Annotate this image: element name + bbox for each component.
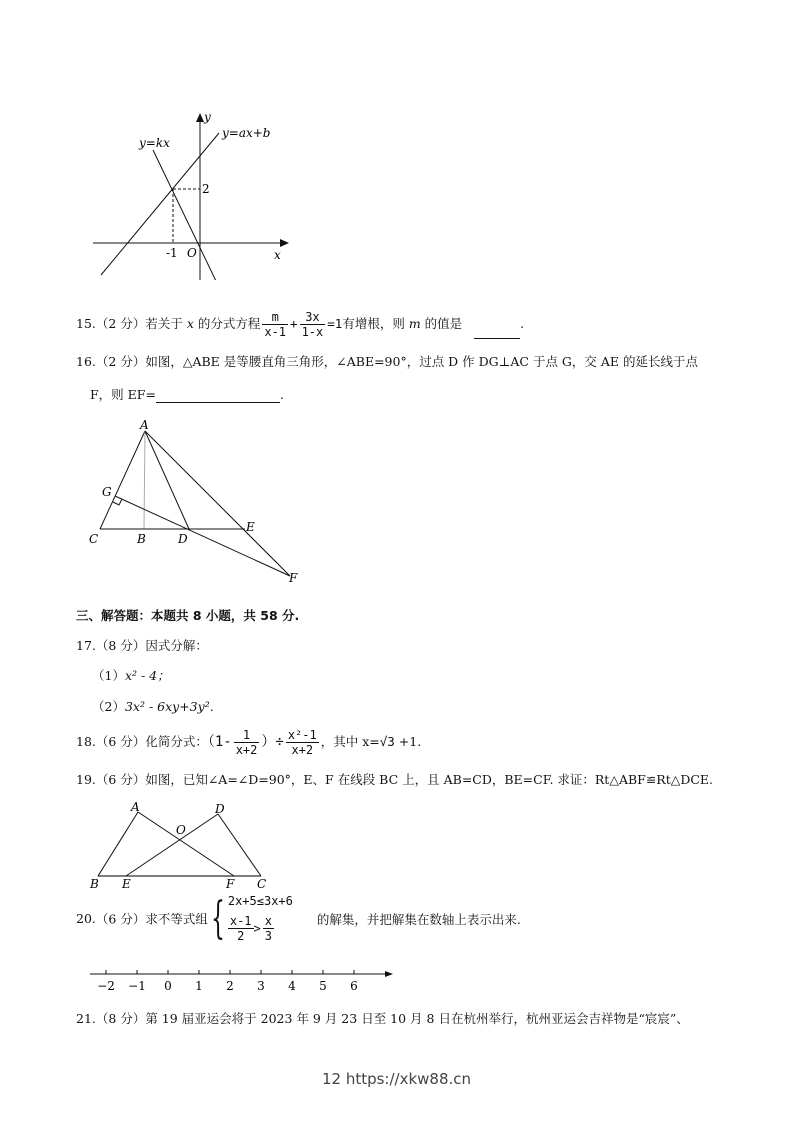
vertex-label: C: [257, 877, 267, 891]
q18-text: 化简分式：: [145, 734, 208, 749]
numerator: x²-1: [287, 728, 317, 742]
question-score: （6 分）: [95, 772, 146, 787]
question-17-part1: [92, 666, 170, 684]
q18-text: +1.: [394, 734, 422, 749]
tick-label: 4: [288, 979, 296, 993]
part-expression: x² - 4；: [124, 668, 170, 683]
vertex-label: B: [90, 877, 99, 891]
q15-text: 有增根，则: [342, 316, 409, 331]
question-number: 16.: [76, 354, 96, 369]
section-3-title: 三、解答题：本题共 8 小题，共 58 分.: [76, 608, 300, 623]
question-number: 20.: [76, 911, 96, 926]
denominator: x-1: [264, 325, 287, 339]
denominator: x+2: [291, 743, 314, 757]
fraction: [286, 728, 319, 757]
x-axis-label: x: [274, 248, 281, 262]
question-20: [76, 894, 521, 943]
vertex-label: E: [122, 877, 131, 891]
answer-blank[interactable]: [156, 390, 280, 403]
vertex-label: D: [215, 802, 225, 816]
question-score: （2 分）: [95, 316, 146, 331]
numerator: x-1: [229, 914, 252, 928]
q16-text: 如图，△ABE 是等腰直角三角形，∠ABE=90°，过点 D 作 DG⊥AC 于点 G，交 AE 的延长线于点: [145, 354, 699, 369]
figure-q14-graph: [80, 100, 300, 280]
period: .: [279, 387, 284, 402]
vertex-label: D: [178, 532, 188, 546]
tick-label: 0: [164, 979, 172, 993]
q16-text: F，则 EF=: [90, 387, 156, 402]
question-score: （8 分）: [95, 1011, 146, 1026]
tick-label: 5: [319, 979, 327, 993]
fraction: [300, 310, 326, 339]
paren-open: （1-: [207, 734, 232, 750]
number-line: [88, 965, 398, 995]
line-axb-label: y=ax+b: [222, 126, 271, 140]
q20-text: 求不等式组: [145, 911, 208, 927]
question-17-part2: [92, 697, 214, 715]
question-score: （2 分）: [95, 354, 146, 369]
part-label: （2）: [92, 699, 125, 714]
vertex-label: F: [226, 877, 235, 891]
denominator: 1-x: [301, 325, 324, 339]
question-score: （6 分）: [95, 911, 146, 927]
question-number: 17.: [76, 638, 96, 653]
brace-icon: {: [210, 892, 225, 944]
inequality-system: [228, 894, 293, 943]
vertex-label: O: [176, 823, 186, 837]
x-mark-label: -1: [166, 246, 178, 260]
question-19: [76, 770, 713, 788]
denominator: 2: [237, 929, 245, 943]
tick-label: −2: [97, 979, 115, 993]
plus-sign: +: [290, 316, 298, 331]
equals-one: =1: [327, 316, 343, 331]
q17-text: 因式分解：: [145, 638, 208, 653]
question-number: 15.: [76, 316, 96, 331]
y-mark-label: 2: [202, 182, 210, 196]
y-axis-label: y: [204, 110, 211, 124]
q15-var: m: [408, 316, 421, 331]
tick-label: 1: [195, 979, 203, 993]
fraction: [228, 914, 254, 943]
fraction: [234, 728, 260, 757]
numerator: 3x: [300, 310, 326, 325]
page-footer: 12 https://xkw88.cn: [321, 1070, 472, 1088]
vertex-label: B: [137, 532, 146, 546]
question-16: [76, 352, 698, 370]
tick-label: 2: [226, 979, 234, 993]
q15-text: 的分式方程: [193, 316, 261, 331]
question-18: [76, 728, 421, 757]
figure-q19-triangles: [80, 795, 300, 895]
q21-text: 第 19 届亚运会将于 2023 年 9 月 23 日至 10 月 8 日在杭州举行，杭州亚运会吉祥物是“宸宸”、: [145, 1011, 689, 1026]
question-score: （8 分）: [95, 638, 146, 653]
part-expression: 3x² - 6xy+3y².: [124, 699, 214, 714]
period: .: [520, 316, 525, 331]
line-kx-label: y=kx: [139, 136, 170, 150]
fraction: [262, 310, 288, 339]
numerator: x: [264, 914, 272, 928]
figure-q16-triangle: [80, 410, 320, 590]
inequality-1: 2x+5≤3x+6: [227, 894, 293, 908]
question-number: 19.: [76, 772, 96, 787]
q15-text: 的值是: [420, 316, 463, 331]
answer-blank[interactable]: [474, 326, 520, 339]
part-label: （1）: [92, 668, 125, 683]
denominator: 3: [264, 929, 272, 943]
greater-than: >: [253, 921, 261, 936]
paren-close-divide: ）÷: [261, 734, 284, 750]
vertex-label: E: [246, 520, 255, 534]
question-16-line2: [90, 385, 284, 403]
vertex-label: C: [89, 532, 99, 546]
q15-var: x: [186, 316, 194, 331]
vertex-label: G: [102, 485, 112, 499]
question-number: 18.: [76, 734, 96, 749]
question-score: （6 分）: [95, 734, 146, 749]
question-15: [76, 310, 524, 339]
tick-label: 6: [350, 979, 358, 993]
q15-text: 若关于: [145, 316, 187, 331]
q20-text: 的解集，并把解集在数轴上表示出来.: [316, 911, 521, 927]
numerator: 1: [234, 728, 260, 743]
q18-text: ，其中 x=: [320, 734, 380, 749]
vertex-label: F: [289, 571, 298, 585]
sqrt-3: √3: [379, 734, 395, 749]
numerator: m: [262, 310, 288, 325]
tick-label: 3: [257, 979, 265, 993]
inequality-2: [228, 914, 293, 943]
question-17: [76, 636, 208, 654]
denominator: x+2: [235, 743, 258, 757]
origin-label: O: [187, 246, 197, 260]
vertex-label: A: [131, 800, 140, 814]
question-number: 21.: [76, 1011, 96, 1026]
vertex-label: A: [140, 418, 149, 432]
tick-label: −1: [128, 979, 146, 993]
q19-text: 如图，已知∠A=∠D=90°，E、F 在线段 BC 上，且 AB=CD，BE=CF. 求证：Rt△ABF≌Rt△DCE.: [145, 772, 714, 787]
question-21: [76, 1009, 689, 1027]
fraction: [263, 914, 274, 943]
